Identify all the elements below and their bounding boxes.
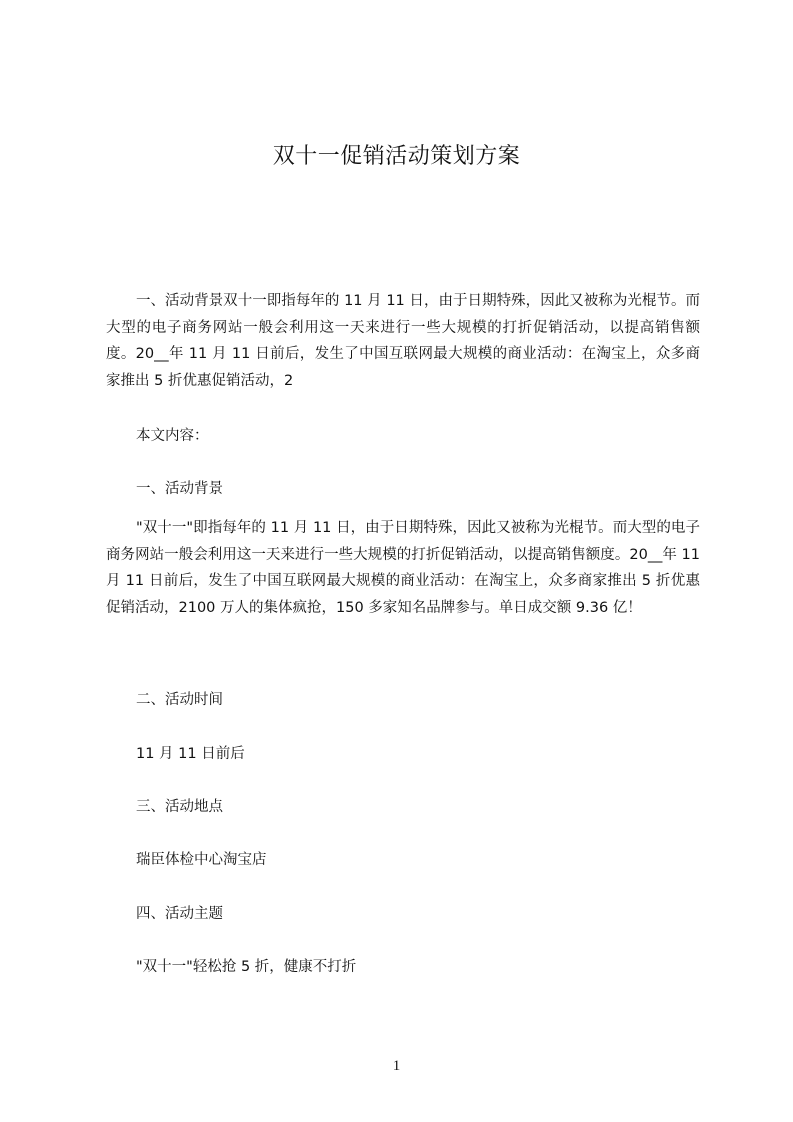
page-number: 1 <box>392 1058 401 1074</box>
theme-text: "双十一"轻松抢 5 折，健康不打折 <box>136 959 357 975</box>
intro-paragraph: 一、活动背景双十一即指每年的 11 月 11 日，由于日期特殊，因此又被称为光棍节。而大型的电子商务网站一般会利用这一天来进行一些大规模的打折促销活动，以提高销售额度。20__年 11 月 11 日前后，发生了中国互联网最大规模的商业活动：在淘宝上，众多商家推出 5 折优惠促销活动，2 <box>106 293 700 389</box>
time-text: 11 月 11 日前后 <box>136 746 245 762</box>
section-heading-location: 三、活动地点 <box>136 799 223 815</box>
content-label: 本文内容： <box>136 428 209 444</box>
section-heading-background: 一、活动背景 <box>136 481 223 497</box>
section-heading-time: 二、活动时间 <box>136 692 223 708</box>
background-paragraph: "双十一"即指每年的 11 月 11 日，由于日期特殊，因此又被称为光棍节。而大型的电子商务网站一般会利用这一天来进行一些大规模的打折促销活动，以提高销售额度。20__年 11 月 11 日前后，发生了中国互联网最大规模的商业活动：在淘宝上，众多商家推出 5 折优惠促销活动，2100 万人的集体疯抢，150 多家知名品牌参与。单日成交额 9.36 亿！ <box>106 520 700 616</box>
location-text: 瑞臣体检中心淘宝店 <box>136 852 267 868</box>
document-title: 双十一促销活动策划方案 <box>272 144 521 169</box>
section-heading-theme: 四、活动主题 <box>136 906 223 922</box>
